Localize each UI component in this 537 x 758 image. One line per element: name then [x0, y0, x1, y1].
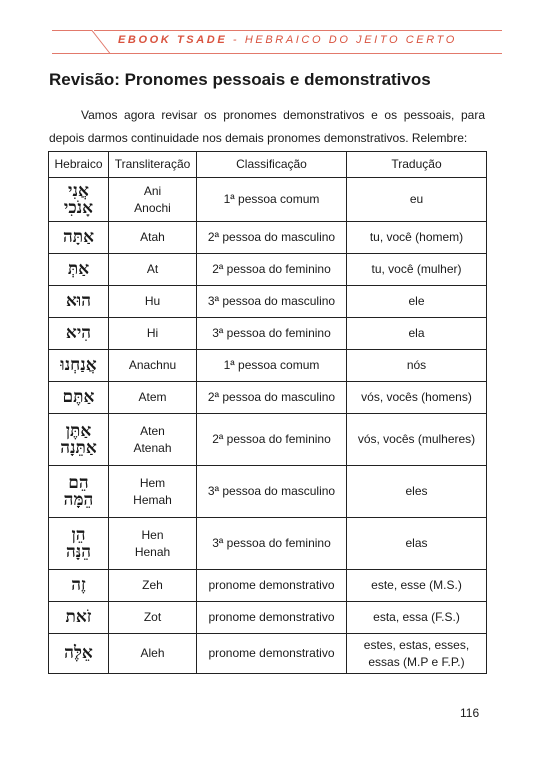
classification-cell: 3ª pessoa do feminino — [197, 518, 347, 570]
hebrew-cell — [49, 382, 109, 414]
transliteration-cell — [109, 350, 197, 382]
hebrew-line: אֵלֶּה — [64, 643, 93, 663]
transliteration-cell — [109, 382, 197, 414]
transliteration-cell — [109, 414, 197, 466]
translation-line: vós, vocês (mulheres) — [357, 432, 476, 446]
intro-paragraph: Vamos agora revisar os pronomes demonstrativos e os pessoais, para depois darmos continuidade nos demais pronomes demonstrativos. Relembre: — [49, 108, 485, 145]
transliteration-line: Anachnu — [128, 358, 177, 372]
translation-line: estes, estas, esses, — [363, 637, 470, 652]
transliteration-line: Hu — [144, 294, 161, 308]
hebrew-line: אַתֶּן — [65, 420, 92, 441]
table-row — [49, 634, 487, 674]
transliteration-cell — [109, 178, 197, 222]
col-header-transliteracao: Transliteração — [109, 152, 197, 178]
classification-cell: pronome demonstrativo — [197, 602, 347, 634]
section-title: Revisão: Pronomes pessoais e demonstrativos — [49, 70, 431, 89]
transliteration-line: At — [146, 262, 159, 276]
hebrew-line: הֵנָּה — [65, 541, 92, 562]
hebrew-cell — [49, 414, 109, 466]
table-row — [49, 254, 487, 286]
transliteration-line: Hen — [141, 527, 164, 542]
transliteration-line: Zot — [143, 610, 162, 624]
translation-line: esta, essa (F.S.) — [373, 610, 460, 624]
transliteration-cell — [109, 286, 197, 318]
hebrew-cell — [49, 634, 109, 674]
transliteration-line: Hemah — [133, 492, 172, 507]
transliteration-cell — [109, 254, 197, 286]
translation-cell — [347, 318, 487, 350]
col-header-classificacao: Classificação — [197, 152, 347, 178]
classification-cell: pronome demonstrativo — [197, 570, 347, 602]
classification-cell: pronome demonstrativo — [197, 634, 347, 674]
transliteration-cell — [109, 570, 197, 602]
classification-cell: 1ª pessoa comum — [197, 178, 347, 222]
translation-line: ele — [408, 294, 425, 308]
table-row — [49, 570, 487, 602]
hebrew-cell — [49, 350, 109, 382]
translation-line: eu — [409, 192, 424, 206]
translation-line: vós, vocês (homens) — [361, 390, 472, 404]
hebrew-cell — [49, 518, 109, 570]
hebrew-line: אֲנַחְנוּ — [60, 355, 97, 375]
transliteration-line: Ani — [143, 183, 162, 198]
classification-cell: 3ª pessoa do feminino — [197, 318, 347, 350]
running-header — [118, 34, 457, 46]
transliteration-line: Aleh — [140, 646, 165, 660]
translation-line: tu, você (mulher) — [371, 262, 462, 276]
transliteration-line: Atem — [138, 390, 167, 404]
hebrew-cell — [49, 570, 109, 602]
translation-cell — [347, 570, 487, 602]
translation-cell — [347, 222, 487, 254]
transliteration-line: Atah — [140, 230, 165, 244]
table-header-row — [49, 152, 487, 178]
translation-line: tu, você (homem) — [369, 230, 464, 244]
table-row — [49, 518, 487, 570]
translation-line: ela — [408, 326, 425, 340]
transliteration-cell — [109, 318, 197, 350]
transliteration-line: Hi — [146, 326, 159, 340]
table-row — [49, 414, 487, 466]
classification-cell: 3ª pessoa do masculino — [197, 286, 347, 318]
translation-line: este, esse (M.S.) — [371, 578, 462, 592]
classification-cell: 2ª pessoa do feminino — [197, 254, 347, 286]
transliteration-cell — [109, 466, 197, 518]
translation-cell — [347, 178, 487, 222]
classification-cell: 2ª pessoa do feminino — [197, 414, 347, 466]
translation-cell — [347, 254, 487, 286]
hebrew-line: אַתְּ — [67, 259, 90, 279]
hebrew-cell — [49, 286, 109, 318]
transliteration-cell — [109, 602, 197, 634]
classification-cell: 1ª pessoa comum — [197, 350, 347, 382]
hebrew-line: אֲנִי — [68, 180, 89, 201]
hebrew-cell — [49, 222, 109, 254]
translation-cell — [347, 518, 487, 570]
table-row — [49, 286, 487, 318]
table-row — [49, 382, 487, 414]
translation-cell — [347, 382, 487, 414]
translation-line: elas — [405, 536, 428, 550]
hebrew-cell — [49, 318, 109, 350]
table-row — [49, 602, 487, 634]
hebrew-line: הֵן — [71, 524, 86, 545]
transliteration-line: Aten — [140, 423, 165, 438]
transliteration-line: Atenah — [133, 440, 172, 455]
transliteration-line: Hem — [139, 475, 166, 490]
hebrew-line: הִיא — [65, 323, 92, 343]
hebrew-line: זֹאת — [65, 607, 92, 627]
hebrew-line: הֵמָּה — [63, 489, 94, 510]
hebrew-line: אָנֹכִי — [63, 197, 94, 218]
hebrew-cell — [49, 466, 109, 518]
header-brand: EBOOK TSADE — [118, 34, 228, 46]
header-subtitle: HEBRAICO DO JEITO CERTO — [244, 34, 457, 46]
transliteration-cell — [109, 518, 197, 570]
transliteration-line: Anochi — [134, 200, 171, 215]
classification-cell: 2ª pessoa do masculino — [197, 222, 347, 254]
translation-line: nós — [406, 358, 427, 372]
translation-cell — [347, 414, 487, 466]
table-row — [49, 318, 487, 350]
hebrew-line: אַתָּה — [62, 227, 95, 247]
header-separator: - — [227, 34, 245, 46]
hebrew-line: אַתֵּנָה — [60, 437, 97, 458]
translation-cell — [347, 286, 487, 318]
classification-cell: 2ª pessoa do masculino — [197, 382, 347, 414]
classification-cell: 3ª pessoa do masculino — [197, 466, 347, 518]
hebrew-line: אַתֶּם — [62, 387, 95, 407]
translation-cell — [347, 602, 487, 634]
pronouns-table — [48, 151, 487, 674]
hebrew-cell — [49, 602, 109, 634]
translation-line: essas (M.P e F.P.) — [368, 654, 465, 669]
transliteration-cell — [109, 634, 197, 674]
hebrew-line: הוּא — [65, 291, 92, 311]
table-body — [49, 178, 487, 674]
translation-cell — [347, 350, 487, 382]
translation-cell — [347, 466, 487, 518]
col-header-traducao: Tradução — [347, 152, 487, 178]
table-row — [49, 350, 487, 382]
transliteration-cell — [109, 222, 197, 254]
translation-line: eles — [405, 484, 428, 498]
transliteration-line: Henah — [134, 544, 171, 559]
hebrew-line: הֵם — [68, 472, 89, 493]
hebrew-cell — [49, 178, 109, 222]
hebrew-cell — [49, 254, 109, 286]
col-header-hebraico: Hebraico — [49, 152, 109, 178]
transliteration-line: Zeh — [142, 578, 163, 592]
table-row — [49, 466, 487, 518]
table-row — [49, 178, 487, 222]
page-number: 116 — [460, 706, 480, 720]
hebrew-line: זֶה — [71, 575, 86, 595]
translation-cell — [347, 634, 487, 674]
table-row — [49, 222, 487, 254]
